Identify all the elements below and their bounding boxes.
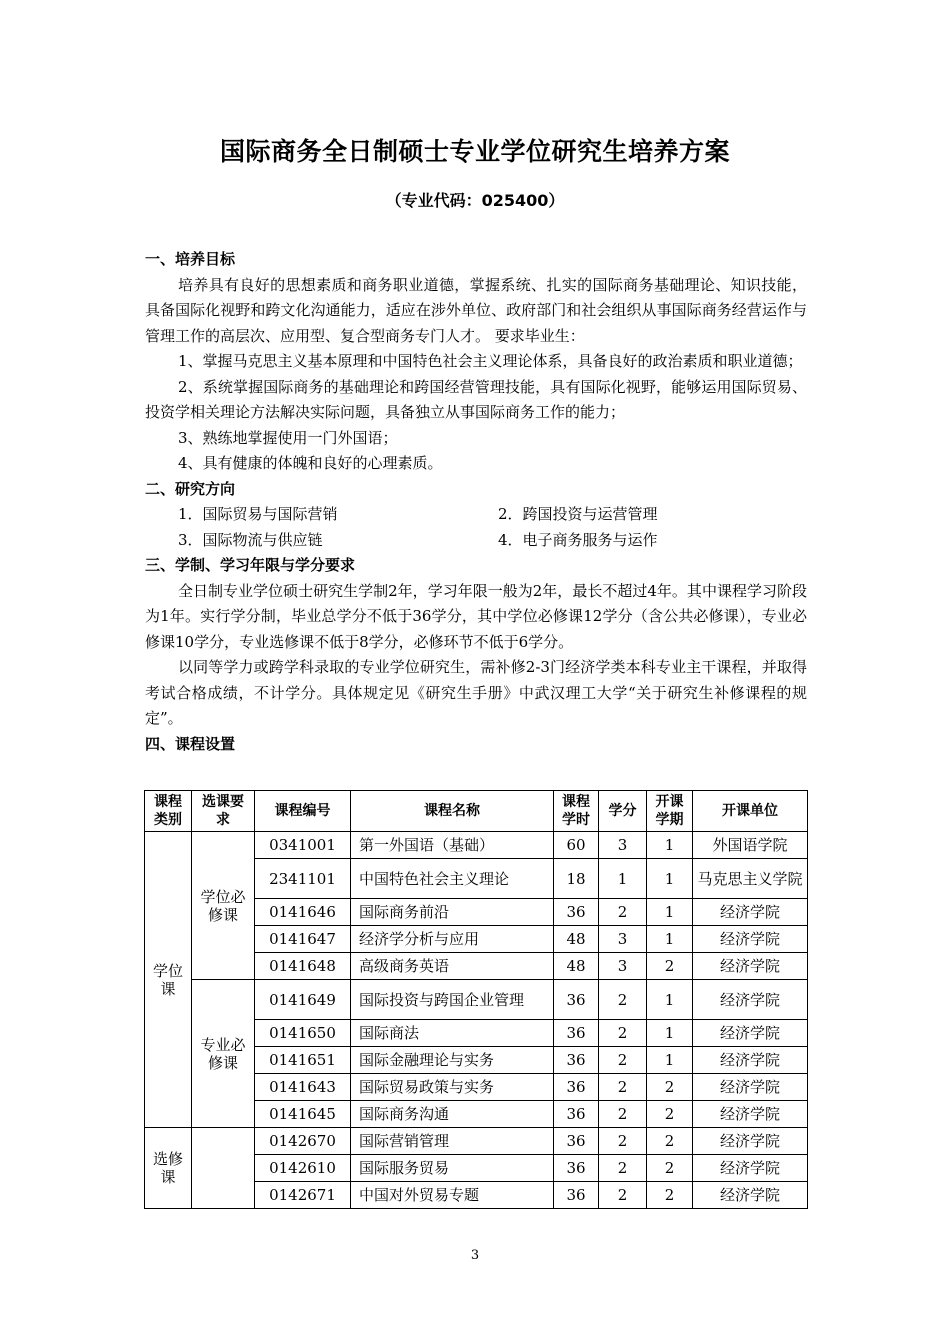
header-code: 课程编号	[255, 791, 351, 832]
course-term: 2	[647, 1155, 693, 1182]
course-code: 0142671	[255, 1182, 351, 1209]
course-hours: 36	[554, 1182, 599, 1209]
header-unit: 开课单位	[693, 791, 808, 832]
header-term: 开课学期	[647, 791, 693, 832]
course-hours: 60	[554, 832, 599, 859]
course-unit: 经济学院	[693, 1155, 808, 1182]
course-name: 国际贸易政策与实务	[351, 1074, 554, 1101]
section-heading-goals: 一、培养目标	[145, 250, 236, 268]
course-credits: 3	[599, 832, 647, 859]
course-name: 高级商务英语	[351, 953, 554, 980]
course-unit: 马克思主义学院	[693, 859, 808, 899]
course-name: 国际商法	[351, 1020, 554, 1047]
course-name: 经济学分析与应用	[351, 926, 554, 953]
document-title: 国际商务全日制硕士专业学位研究生培养方案	[219, 137, 730, 166]
course-hours: 36	[554, 1047, 599, 1074]
course-code: 0341001	[255, 832, 351, 859]
course-hours: 36	[554, 980, 599, 1020]
course-code: 0141651	[255, 1047, 351, 1074]
direction-item: 2．跨国投资与运营管理	[498, 505, 658, 523]
course-hours: 36	[554, 1020, 599, 1047]
requirement-degree: 学位必修课	[192, 832, 255, 980]
course-hours: 36	[554, 1101, 599, 1128]
header-hours: 课程学时	[554, 791, 599, 832]
course-hours: 36	[554, 1155, 599, 1182]
course-term: 2	[647, 1101, 693, 1128]
course-term: 1	[647, 859, 693, 899]
course-code: 0142610	[255, 1155, 351, 1182]
duration-paragraph: 全日制专业学位硕士研究生学制2年，学习年限一般为2年，最长不超过4年。其中课程学习阶段为1年。实行学分制，毕业总学分不低于36学分，其中学位必修课12学分（含公共必修课），专业必修课10学分，专业选修课不低于8学分，必修环节不低于6学分。	[145, 581, 807, 651]
course-unit: 经济学院	[693, 1101, 808, 1128]
supplementary-paragraph: 以同等学力或跨学科录取的专业学位研究生，需补修2-3门经济学类本科专业主干课程，并取得考试合格成绩，不计学分。具体规定见《研究生手册》中武汉理工大学“关于研究生补修课程的规定”。	[145, 658, 807, 727]
course-unit: 经济学院	[693, 1182, 808, 1209]
table-row	[145, 1128, 808, 1155]
course-unit: 经济学院	[693, 1047, 808, 1074]
course-hours: 36	[554, 1128, 599, 1155]
course-hours: 36	[554, 899, 599, 926]
course-term: 1	[647, 926, 693, 953]
research-directions	[145, 502, 807, 553]
document-body	[145, 247, 807, 757]
course-term: 2	[647, 1182, 693, 1209]
course-term: 1	[647, 899, 693, 926]
requirement-elective-empty	[192, 1128, 255, 1209]
course-name: 中国特色社会主义理论	[351, 859, 554, 899]
course-term: 1	[647, 980, 693, 1020]
section-heading-courses: 四、课程设置	[145, 734, 236, 753]
course-unit: 外国语学院	[693, 832, 808, 859]
course-term: 2	[647, 1074, 693, 1101]
course-term: 1	[647, 1047, 693, 1074]
course-code: 0142670	[255, 1128, 351, 1155]
course-code: 0141645	[255, 1101, 351, 1128]
major-code: （专业代码：025400）	[385, 191, 565, 210]
course-unit: 经济学院	[693, 926, 808, 953]
direction-item: 3．国际物流与供应链	[178, 530, 323, 549]
course-code: 0141650	[255, 1020, 351, 1047]
course-name: 国际服务贸易	[351, 1155, 554, 1182]
course-code: 0141649	[255, 980, 351, 1020]
course-hours: 36	[554, 1074, 599, 1101]
course-table	[144, 790, 808, 1209]
course-credits: 2	[599, 899, 647, 926]
course-unit: 经济学院	[693, 1128, 808, 1155]
page-number: 3	[470, 1248, 480, 1263]
goal-item: 1、掌握马克思主义基本原理和中国特色社会主义理论体系，具备良好的政治素质和职业道德；	[178, 352, 803, 370]
table-row	[145, 832, 808, 859]
category-elective: 选修课	[145, 1128, 192, 1209]
course-unit: 经济学院	[693, 980, 808, 1020]
course-unit: 经济学院	[693, 1074, 808, 1101]
table-row	[145, 980, 808, 1020]
course-credits: 3	[599, 926, 647, 953]
course-credits: 2	[599, 980, 647, 1020]
course-code: 0141646	[255, 899, 351, 926]
direction-item: 4．电子商务服务与运作	[498, 530, 658, 549]
header-category: 课程类别	[145, 791, 192, 832]
course-code: 0141643	[255, 1074, 351, 1101]
goal-item: 4、具有健康的体魄和良好的心理素质。	[178, 454, 443, 472]
course-name: 中国对外贸易专题	[351, 1182, 554, 1209]
course-credits: 2	[599, 1128, 647, 1155]
section-heading-directions: 二、研究方向	[145, 479, 236, 498]
course-credits: 2	[599, 1047, 647, 1074]
course-code: 2341101	[255, 859, 351, 899]
course-name: 国际商务沟通	[351, 1101, 554, 1128]
goal-item: 3、熟练地掌握使用一门外国语；	[178, 428, 398, 447]
goal-item: 2、系统掌握国际商务的基础理论和跨国经营管理技能，具有国际化视野，能够运用国际贸易、投资学相关理论方法解决实际问题，具备独立从事国际商务工作的能力；	[145, 377, 807, 421]
course-term: 2	[647, 953, 693, 980]
course-code: 0141647	[255, 926, 351, 953]
course-credits: 2	[599, 1182, 647, 1209]
course-term: 1	[647, 832, 693, 859]
course-name: 第一外国语（基础）	[351, 832, 554, 859]
section-heading-duration: 三、学制、学习年限与学分要求	[145, 556, 356, 574]
course-name: 国际营销管理	[351, 1128, 554, 1155]
course-term: 2	[647, 1128, 693, 1155]
course-hours: 48	[554, 953, 599, 980]
requirement-major: 专业必修课	[192, 980, 255, 1128]
course-name: 国际金融理论与实务	[351, 1047, 554, 1074]
course-credits: 2	[599, 1155, 647, 1182]
course-name: 国际投资与跨国企业管理	[351, 980, 554, 1020]
course-unit: 经济学院	[693, 899, 808, 926]
header-requirement: 选课要求	[192, 791, 255, 832]
course-hours: 48	[554, 926, 599, 953]
course-credits: 2	[599, 1020, 647, 1047]
course-credits: 2	[599, 1101, 647, 1128]
course-name: 国际商务前沿	[351, 899, 554, 926]
course-unit: 经济学院	[693, 953, 808, 980]
course-credits: 3	[599, 953, 647, 980]
category-degree: 学位课	[145, 832, 192, 1128]
course-hours: 18	[554, 859, 599, 899]
table-header-row	[145, 791, 808, 832]
header-credits: 学分	[599, 791, 647, 832]
course-code: 0141648	[255, 953, 351, 980]
course-credits: 1	[599, 859, 647, 899]
goals-intro: 培养具有良好的思想素质和商务职业道德，掌握系统、扎实的国际商务基础理论、知识技能，具备国际化视野和跨文化沟通能力，适应在涉外单位、政府部门和社会组织从事国际商务经营运作与管理工作的高层次、应用型、复合型商务专门人才。 要求毕业生：	[145, 275, 807, 345]
course-unit: 经济学院	[693, 1020, 808, 1047]
course-term: 1	[647, 1020, 693, 1047]
direction-item: 1．国际贸易与国际营销	[178, 505, 338, 523]
header-name: 课程名称	[351, 791, 554, 832]
course-credits: 2	[599, 1074, 647, 1101]
